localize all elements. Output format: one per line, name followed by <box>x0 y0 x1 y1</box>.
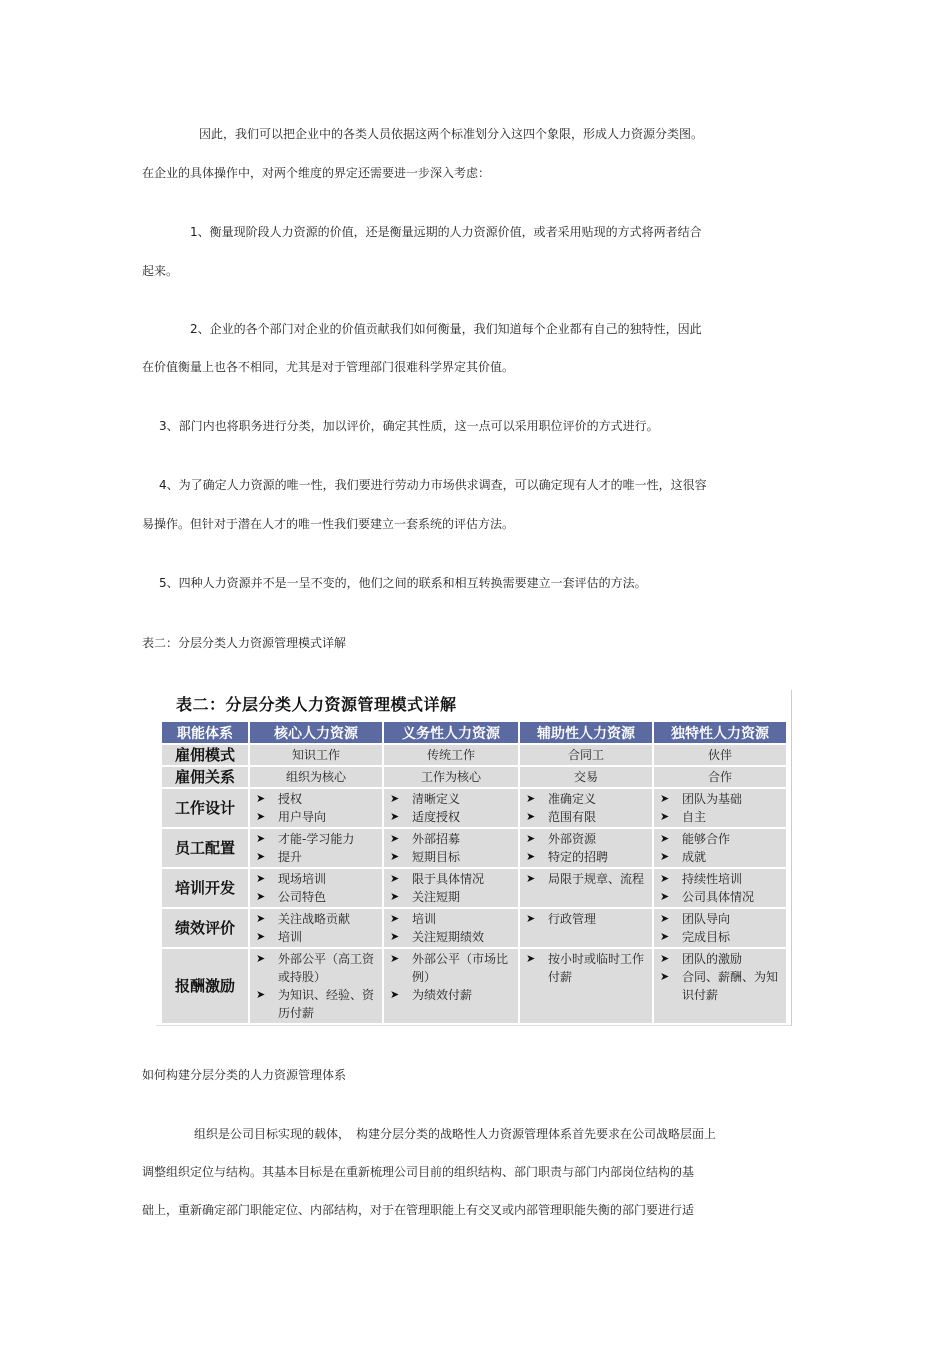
bullet-item: ➤ 公司具体情况 <box>658 888 782 906</box>
bullet-item: ➤ 外部公平（高工资或持股） <box>254 950 378 986</box>
bullet-item: ➤ 适度授权 <box>388 808 514 826</box>
table-row <box>161 766 787 788</box>
table-cell <box>653 908 787 948</box>
table-cell <box>383 908 519 948</box>
table-cell <box>519 828 653 868</box>
paragraph-line: 4、为了确定人力资源的唯一性，我们要进行劳动力市场供求调查，可以确定现有人才的唯一性，这很容 <box>159 478 707 492</box>
bullet-item: ➤ 成就 <box>658 848 782 866</box>
hr-model-table <box>160 720 788 1025</box>
bullet-item: ➤ 关注短期绩效 <box>388 928 514 946</box>
bullet-item: ➤ 培训 <box>254 928 378 946</box>
bullet-item: ➤ 能够合作 <box>658 830 782 848</box>
row-header: 绩效评价 <box>161 908 249 948</box>
bullet-item: ➤ 公司特色 <box>254 888 378 906</box>
column-header: 义务性人力资源 <box>383 721 519 744</box>
row-header: 雇佣关系 <box>161 766 249 788</box>
table-cell <box>249 828 383 868</box>
table-row <box>161 744 787 766</box>
row-header: 培训开发 <box>161 868 249 908</box>
table-cell: 组织为核心 <box>249 766 383 788</box>
bullet-item: ➤ 为绩效付薪 <box>388 986 514 1004</box>
bullet-item: ➤ 才能-学习能力 <box>254 830 378 848</box>
bullet-item: ➤ 合同、薪酬、为知识付薪 <box>658 968 782 1004</box>
table-cell <box>519 788 653 828</box>
table-cell: 合同工 <box>519 744 653 766</box>
table-cell <box>383 868 519 908</box>
table-cell: 合作 <box>653 766 787 788</box>
row-header: 工作设计 <box>161 788 249 828</box>
bullet-item: ➤ 为知识、经验、资历付薪 <box>254 986 378 1022</box>
table-cell: 传统工作 <box>383 744 519 766</box>
table-cell <box>249 788 383 828</box>
paragraph-line: 在企业的具体操作中，对两个维度的界定还需要进一步深入考虑： <box>142 166 491 180</box>
bullet-item: ➤ 培训 <box>388 910 514 928</box>
bullet-item: ➤ 团队的激励 <box>658 950 782 968</box>
paragraph-line: 起来。 <box>142 264 179 278</box>
bullet-item: ➤ 团队为基础 <box>658 790 782 808</box>
table-cell <box>653 868 787 908</box>
bullet-item: ➤ 行政管理 <box>524 910 648 928</box>
paragraph-line: 调整组织定位与结构。其基本目标是在重新梳理公司目前的组织结构、部门职责与部门内部岗位结构的基 <box>142 1165 695 1179</box>
bullet-item: ➤ 提升 <box>254 848 378 866</box>
table-cell <box>383 948 519 1024</box>
table-header-row <box>161 721 787 744</box>
bullet-item: ➤ 用户导向 <box>254 808 378 826</box>
table-cell <box>653 828 787 868</box>
table-cell <box>519 908 653 948</box>
paragraph-line: 因此，我们可以把企业中的各类人员依据这两个标准划分入这四个象限，形成人力资源分类图。 <box>199 127 704 141</box>
paragraph-line: 础上，重新确定部门职能定位、内部结构，对于在管理职能上有交叉或内部管理职能失衡的部门要进行适 <box>142 1203 695 1217</box>
table-cell <box>383 828 519 868</box>
row-header: 雇佣模式 <box>161 744 249 766</box>
bullet-item: ➤ 现场培训 <box>254 870 378 888</box>
row-header: 报酬激励 <box>161 948 249 1024</box>
bullet-item: ➤ 准确定义 <box>524 790 648 808</box>
table-cell: 交易 <box>519 766 653 788</box>
table-row <box>161 948 787 1024</box>
bullet-item: ➤ 局限于规章、流程 <box>524 870 648 888</box>
bullet-item: ➤ 自主 <box>658 808 782 826</box>
column-header: 核心人力资源 <box>249 721 383 744</box>
bullet-item: ➤ 团队导向 <box>658 910 782 928</box>
paragraph-line: 3、部门内也将职务进行分类，加以评价，确定其性质，这一点可以采用职位评价的方式进行。 <box>159 419 659 433</box>
section-heading: 如何构建分层分类的人力资源管理体系 <box>142 1068 347 1082</box>
table-cell <box>249 908 383 948</box>
hr-model-figure <box>156 690 792 1026</box>
figure-title: 表二：分层分类人力资源管理模式详解 <box>176 695 457 714</box>
table-cell <box>519 948 653 1024</box>
table-row <box>161 868 787 908</box>
bullet-item: ➤ 短期目标 <box>388 848 514 866</box>
table-cell: 知识工作 <box>249 744 383 766</box>
paragraph-line: 2、企业的各个部门对企业的价值贡献我们如何衡量，我们知道每个企业都有自己的独特性，因此 <box>190 322 702 336</box>
paragraph-line: 5、四种人力资源并不是一呈不变的，他们之间的联系和相互转换需要建立一套评估的方法。 <box>159 576 647 590</box>
table-cell <box>249 948 383 1024</box>
table-row <box>161 908 787 948</box>
table-cell <box>519 868 653 908</box>
column-header: 辅助性人力资源 <box>519 721 653 744</box>
bullet-item: ➤ 外部招募 <box>388 830 514 848</box>
bullet-item: ➤ 范围有限 <box>524 808 648 826</box>
table-cell: 伙伴 <box>653 744 787 766</box>
paragraph-line: 在价值衡量上也各不相同，尤其是对于管理部门很难科学界定其价值。 <box>142 360 515 374</box>
paragraph-line: 1、衡量现阶段人力资源的价值，还是衡量远期的人力资源价值，或者采用贴现的方式将两者结合 <box>190 225 702 239</box>
column-header: 职能体系 <box>161 721 249 744</box>
bullet-item: ➤ 外部公平（市场比例） <box>388 950 514 986</box>
bullet-item: ➤ 特定的招聘 <box>524 848 648 866</box>
bullet-item: ➤ 关注战略贡献 <box>254 910 378 928</box>
column-header: 独特性人力资源 <box>653 721 787 744</box>
table-cell: 工作为核心 <box>383 766 519 788</box>
table-row <box>161 788 787 828</box>
table-caption: 表二：分层分类人力资源管理模式详解 <box>142 636 347 650</box>
bullet-item: ➤ 关注短期 <box>388 888 514 906</box>
bullet-item: ➤ 持续性培训 <box>658 870 782 888</box>
row-header: 员工配置 <box>161 828 249 868</box>
paragraph-line: 易操作。但针对于潜在人才的唯一性我们要建立一套系统的评估方法。 <box>142 517 515 531</box>
bullet-item: ➤ 外部资源 <box>524 830 648 848</box>
table-cell <box>383 788 519 828</box>
bullet-item: ➤ 按小时或临时工作付薪 <box>524 950 648 986</box>
paragraph-line: 组织是公司目标实现的载体， 构建分层分类的战略性人力资源管理体系首先要求在公司战略层面上 <box>194 1127 717 1141</box>
bullet-item: ➤ 完成目标 <box>658 928 782 946</box>
table-cell <box>249 868 383 908</box>
bullet-item: ➤ 清晰定义 <box>388 790 514 808</box>
table-row <box>161 828 787 868</box>
table-cell <box>653 788 787 828</box>
table-cell <box>653 948 787 1024</box>
bullet-item: ➤ 限于具体情况 <box>388 870 514 888</box>
bullet-item: ➤ 授权 <box>254 790 378 808</box>
